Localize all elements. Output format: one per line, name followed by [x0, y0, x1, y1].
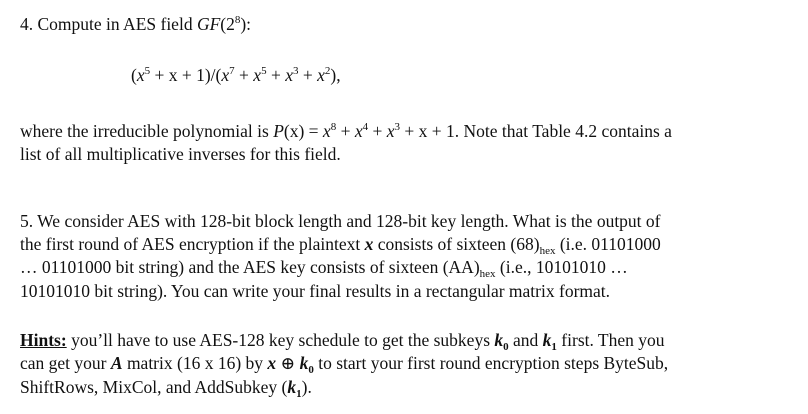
poly-exp: 8: [330, 121, 337, 133]
matrix-A: A: [110, 353, 123, 373]
irreducible-polynomial-line: [20, 120, 672, 142]
hex-subscript: hex: [539, 245, 556, 257]
text-run: you’ll have to use AES-128 key schedule to get the subkeys: [71, 330, 491, 350]
poly-P: P: [273, 121, 284, 141]
expr-x: x: [253, 65, 262, 85]
expr-x: x: [317, 65, 325, 85]
text-run: first. Then you: [561, 330, 665, 350]
text-run: consists of sixteen (68): [377, 234, 540, 254]
expr-plus: +: [298, 65, 318, 85]
expr-exp: 5: [261, 65, 267, 77]
hints-line-1: [20, 329, 665, 351]
subkey-k: k: [299, 353, 309, 373]
expr-exp: 3: [292, 65, 299, 77]
text-run: . Note that Table 4.2 contains a: [454, 121, 672, 141]
expr-close: ),: [330, 65, 341, 85]
expr-plus: +: [234, 65, 254, 85]
expr-exp: 7: [229, 65, 235, 77]
problem-5-line-2: [20, 233, 661, 255]
expr-open: (: [131, 65, 137, 85]
expr-x: x: [221, 65, 230, 85]
poly-x: x: [354, 121, 363, 141]
poly-arg: (x): [283, 121, 305, 141]
field-close: ):: [240, 14, 252, 34]
text-run: the first round of AES encryption if the plaintext: [20, 234, 361, 254]
poly-tail: + x + 1: [400, 121, 455, 141]
text-run: ).: [301, 377, 312, 397]
poly-exp: 3: [394, 121, 401, 133]
poly-plus: +: [368, 121, 387, 141]
problem-5-line-1: 5. We consider AES with 128-bit block length and 128-bit key length. What is the output of: [20, 211, 661, 231]
hex-subscript: hex: [479, 268, 496, 280]
subkey-k: k: [542, 330, 552, 350]
text-run: ShiftRows, MixCol, and AddSubkey (: [20, 377, 288, 397]
subkey-k: k: [494, 330, 504, 350]
expr-plus: +: [266, 65, 286, 85]
problem-5-line-3: [20, 256, 628, 278]
plaintext-x: x: [267, 353, 277, 373]
text-run: to start your first round encryption steps ByteSub,: [318, 353, 669, 373]
poly-x: x: [386, 121, 395, 141]
expr-exp: 5: [144, 65, 151, 77]
equals: =: [304, 121, 323, 141]
division-expression: [131, 64, 341, 86]
expr-x: x: [136, 65, 145, 85]
poly-x: x: [322, 121, 331, 141]
field-open: (2: [220, 14, 235, 34]
xor-symbol: ⊕: [280, 353, 296, 373]
text-run: … 01101000 bit string) and the AES key consists of sixteen (AA): [20, 257, 480, 277]
text-run: can get your: [20, 353, 107, 373]
plaintext-x: x: [364, 234, 374, 254]
hints-line-2: [20, 352, 668, 374]
field-exponent: 8: [234, 14, 241, 26]
hints-label: Hints:: [20, 330, 67, 350]
hints-line-3: [20, 376, 312, 398]
field-name: GF: [196, 14, 221, 34]
expr-exp: 2: [324, 65, 331, 77]
text-run: matrix (16 x 16) by: [126, 353, 264, 373]
subkey-index: 1: [551, 341, 557, 353]
text-run: where the irreducible polynomial is: [20, 121, 269, 141]
text-run: and: [513, 330, 539, 350]
problem-4-heading: [20, 13, 251, 35]
problem-4-line-4: list of all multiplicative inverses for this field.: [20, 144, 341, 164]
problem-5-line-4: 10101010 bit string). You can write your final results in a rectangular matrix format.: [20, 281, 611, 301]
problem-number: 4.: [20, 14, 34, 34]
text-run: (i.e. 01101000: [559, 234, 661, 254]
poly-exp: 4: [362, 121, 369, 133]
subkey-k: k: [287, 377, 297, 397]
expr-x: x: [285, 65, 293, 85]
subkey-index: 0: [308, 364, 314, 376]
poly-plus: +: [336, 121, 355, 141]
text-run: (i.e., 10101010 …: [499, 257, 628, 277]
subkey-index: 1: [296, 388, 302, 400]
problem-4-intro: Compute in AES field: [37, 14, 193, 34]
subkey-index: 0: [503, 341, 509, 353]
expr-term: + x + 1)/(: [150, 65, 222, 85]
